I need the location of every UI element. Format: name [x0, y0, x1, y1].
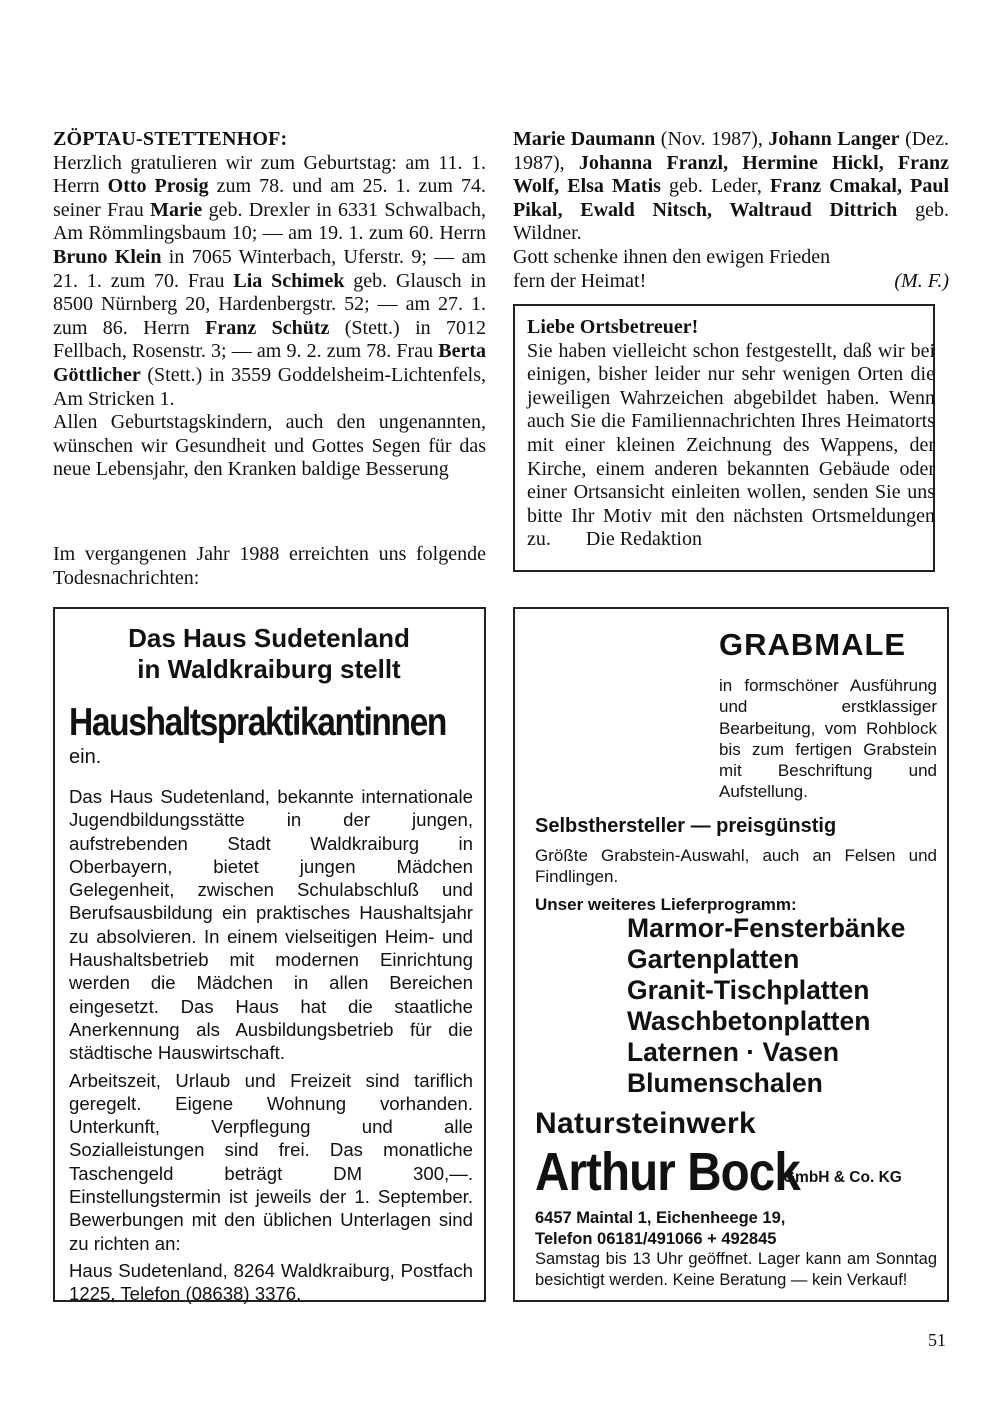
advertisement-grabmale [513, 607, 949, 1302]
deaths-section [513, 128, 949, 293]
contact-block [535, 1208, 945, 1290]
ad-subtitle-text: Größte Grabstein-Auswahl, auch an Felsen und Findlingen. [535, 846, 937, 886]
notice-signoff: Die Redaktion [585, 528, 702, 551]
notice-title: Liebe Ortsbetreuer! [527, 316, 699, 338]
ad-body [69, 785, 473, 1306]
text-run: (Stett.) in 7012 Fellbach, Rosenstr. 3; — am 9. 2. zum 78. Frau [53, 316, 486, 363]
text-run: (Dez. 1987), [513, 128, 949, 174]
ad-paragraph: Arbeitszeit, Urlaub und Freizeit sind tariflich geregelt. Eigene Wohnung vorhanden. Unterkunft, Verpflegung und alle Sozialleistungen sind frei. Das monatliche Taschengeld beträgt DM 300,—. Einstellungstermin ist jeweils der 1. September. Bewerbungen mit den üblichen Unterlagen sind zu richten an: [69, 1069, 473, 1254]
works-label: Natursteinwerk [535, 1107, 756, 1140]
advertisement-haus-sudetenland [53, 607, 486, 1305]
person-name: Johanna Franzl, Hermine Hickl, Franz Wolf, Elsa Matis [513, 151, 949, 198]
notice-text: Sie haben vielleicht schon festgestellt, daß wir bei einigen, bisher leider nur sehr wenigen Orten die jeweiligen Wahrzeichen abgebildet haben. Wenn auch Sie die Familiennachrichten Ihres Heimatorts mit einer kleinen Zeichnung des Wappens, der Kirche, einem anderen bekannten Gebäude oder einer Ortsansicht einleiten wollen, senden Sie uns bitte Ihr Motiv mit den nächsten Ortsmeldungen zu. [527, 339, 935, 551]
person-name: Bruno Klein [53, 245, 162, 268]
ad-headline: Haushaltspraktikantinnen [69, 701, 447, 744]
person-name: Berta Göttlicher [53, 340, 486, 386]
product-item: Waschbetonplatten [627, 1006, 871, 1036]
birthday-section [53, 128, 486, 482]
text-run: geb. Drexler in 6331 Schwalbach, Am Römmlingsbaum 10; — am 19. 1. zum 60. Herrn [53, 198, 486, 245]
notice-box [513, 304, 935, 572]
ad-subtitle: Selbsthersteller — preisgünstig [535, 815, 837, 837]
text-run: geb. Glausch in 8500 Nürnberg 20, Hardenbergstr. 52; — am 27. 1. zum 86. Herrn [53, 269, 486, 339]
ad-title [69, 623, 469, 685]
product-item: Blumenschalen [627, 1068, 823, 1098]
ad-contact: Haus Sudetenland, 8264 Waldkraiburg, Postfach 1225, Telefon (08638) 3376. [69, 1259, 473, 1305]
text-run: zum 78. und am 25. 1. zum 74. seiner Frau [53, 175, 487, 221]
address: 6457 Maintal 1, Eichenheege 19, [535, 1209, 786, 1227]
ad-title: GRABMALE [719, 627, 907, 662]
person-name: Franz Schütz [205, 316, 330, 339]
person-name: Johann Langer [768, 128, 900, 150]
product-list [627, 913, 905, 1099]
wishes-paragraph: Allen Geburtstagskindern, auch den ungenannten, wünschen wir Gesundheit und Gottes Segen für das neue Lebensjahr, den Kranken baldige Besserung [53, 411, 486, 481]
text-run: (Nov. 1987), [655, 128, 769, 150]
deaths-intro: Im vergangenen Jahr 1988 erreichten uns folgende Todesnachrichten: [53, 543, 486, 589]
prayer-text: Gott schenke ihnen den ewigen Frieden fern der Heimat! [513, 245, 831, 292]
ad-intro: in formschöner Ausführung und erstklassiger Bearbeitung, vom Rohblock bis zum fertigen Grabstein mit Beschriftung und Aufstellung. [719, 676, 937, 802]
author-signature: (M. F.) [894, 269, 949, 292]
person-name: Lia Schimek [233, 269, 345, 292]
legal-form: GmbH & Co. KG [783, 1169, 902, 1186]
person-name: Marie Daumann [513, 128, 656, 150]
text-run: Herzlich gratulieren wir zum Geburtstag: am 11. 1. Herrn [53, 151, 486, 198]
notice-body [527, 340, 935, 552]
product-item: Marmor-Fensterbänke [627, 913, 906, 943]
text-run: geb. Wildner. [513, 198, 949, 245]
section-heading: ZÖPTAU-STETTENHOF: [53, 128, 288, 150]
product-item: Granit-Tischplatten [627, 975, 870, 1005]
ad-title-line: in Waldkraiburg stellt [137, 654, 401, 684]
ad-title-line: Das Haus Sudetenland [128, 623, 410, 653]
page-number: 51 [928, 1330, 946, 1350]
person-name: Otto Prosig [107, 175, 209, 198]
deaths-paragraph [513, 128, 949, 246]
person-name: Marie [150, 198, 203, 221]
company-wordmark: Arthur Bock [535, 1142, 800, 1202]
ad-ein: ein. [69, 746, 102, 768]
ad-paragraph: Das Haus Sudetenland, bekannte internationale Jugendbildungsstätte in der jungen, aufstrebenden Stadt Waldkraiburg in Oberbayern, bietet jungen Mädchen Gelegenheit, zwischen Schulabschluß und Berufsausbildung ein praktisches Haushaltsjahr zu absolvieren. In einem vielseitigen Heim- und Haushaltsbetrieb mit modernen Einrichtung werden die Mädchen in allen Bereichen eingesetzt. Das Haus hat die staatliche Anerkennung als Ausbildungsbetrieb für die städtische Hauswirtschaft. [69, 786, 473, 1064]
birthday-paragraph [53, 152, 486, 412]
product-item: Laternen · Vasen [627, 1037, 840, 1067]
program-label: Unser weiteres Lieferprogramm: [535, 895, 797, 914]
person-name: Franz Cmakal, Paul Pikal, Ewald Nitsch, Waltraud Dittrich [513, 175, 949, 221]
text-run: geb. Leder, [660, 175, 770, 198]
text-run: (Stett.) in 3559 Goddelsheim-Lichtenfels, Am Stricken 1. [53, 363, 486, 410]
product-item: Gartenplatten [627, 944, 800, 974]
phone: Telefon 06181/491066 + 492845 [535, 1229, 777, 1248]
text-run: in 7065 Winterbach, Uferstr. 9; — am 21. 1. zum 70. Frau [53, 245, 486, 292]
opening-hours: Samstag bis 13 Uhr geöffnet. Lager kann am Sonntag besichtigt werden. Keine Beratung — kein Verkauf! [535, 1250, 937, 1289]
prayer-line [513, 246, 949, 293]
company-name [535, 1141, 902, 1203]
